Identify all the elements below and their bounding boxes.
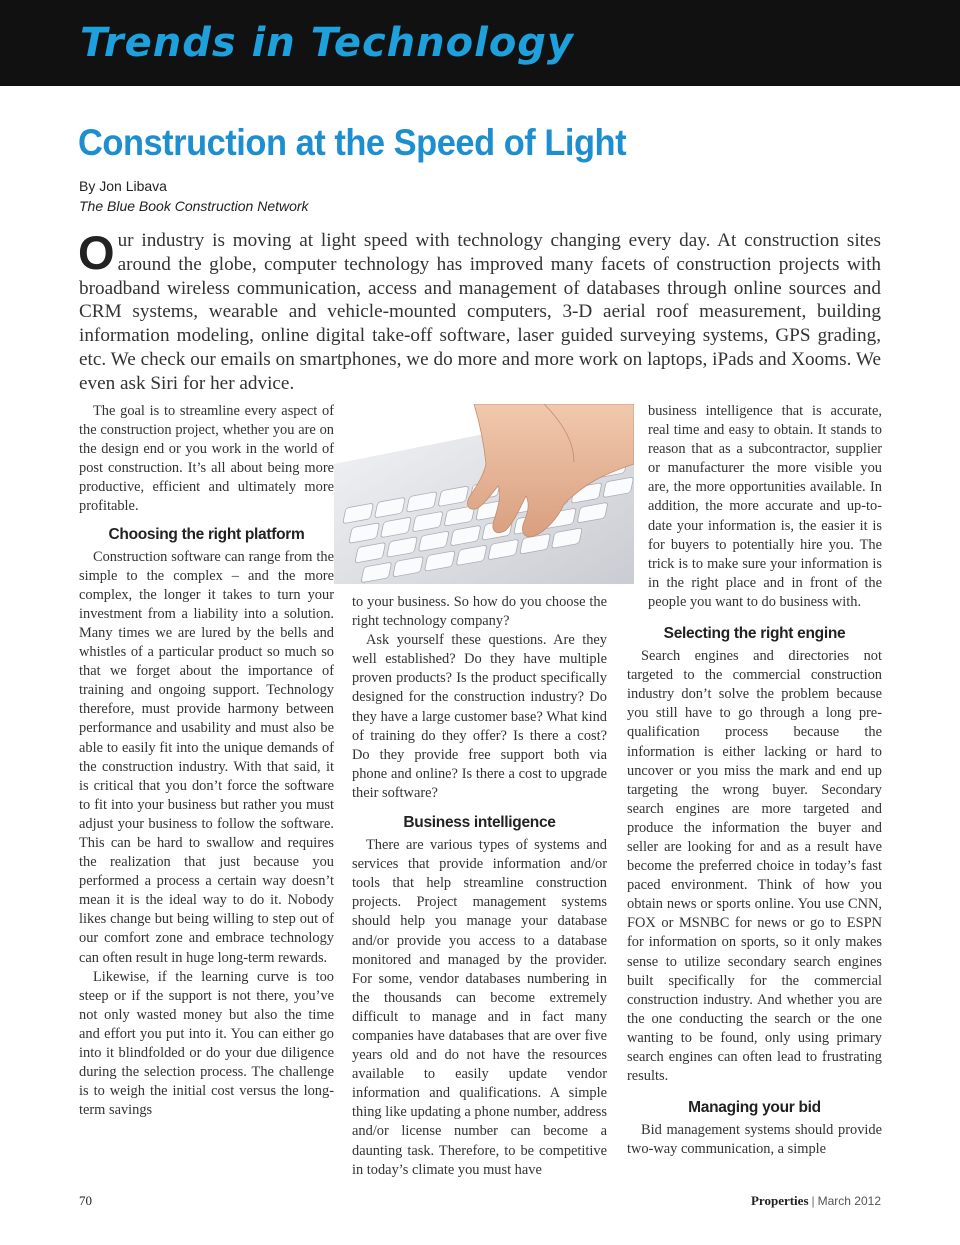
section-title: Trends in Technology [80, 20, 575, 66]
subhead-selecting-engine: Selecting the right engine [663, 625, 846, 643]
subhead-choosing-platform: Choosing the right platform [108, 525, 305, 543]
keyboard-illustration [334, 404, 634, 584]
article-title: Construction at the Speed of Light [78, 122, 627, 163]
drop-cap: O [78, 226, 115, 279]
keyboard-typing-photo [334, 404, 634, 584]
article-lead-paragraph [78, 226, 881, 396]
subhead-business-intelligence: Business intelligence [403, 814, 556, 832]
column-1-paragraph-1: The goal is to streamline every aspect of the construction project, whether you are on the design end or you work in the world of post construction. It’s all about being more productive, efficient and ultimately more profitable. [79, 403, 334, 515]
article-source: The Blue Book Construction Network [79, 198, 309, 214]
issue-date: March 2012 [817, 1194, 881, 1208]
section-banner [0, 0, 960, 86]
column-1-paragraph-2: Construction software can range from the simple to the complex – and the more complex, the longer it takes to turn your investment from a liability into a solution. Many times we are lured by the bells and whistles of a particular product so much so that we forget about the importance of training and ongoing support. Technology therefore, must provide harmony between performance and usability and must also be able to easily fit into the unique demands of the construction industry. With that said, it is critical that you don’t force the software to fit into your business but rather you must adjust your business to follow the software. This can be hard to swallow and requires the realization that just because you performed a process a certain way doesn’t mean it is the ideal way to do it. Nobody likes change but being willing to step out of our comfort zone and embrace technology can often result in huge long-term rewards. [79, 548, 334, 966]
subhead-managing-bid: Managing your bid [688, 1099, 821, 1117]
article-byline: By Jon Libava [79, 178, 167, 194]
footer-separator: | [808, 1193, 818, 1208]
article-column-1 [79, 402, 334, 1120]
page-number: 70 [79, 1193, 92, 1208]
column-2-paragraph-1: to your business. So how do you choose the right technology company? [352, 594, 607, 630]
column-3-paragraph-2: Search engines and directories not targeted to the commercial construction industry don’t solve the problem because you still have to go through a long pre-qualification process because the information is either lacking or hard to uncover or you miss the mark and end up targeting the wrong buyer. Secondary search engines are more targeted and produce the information the buyer and seller are looking for and as a result have become the preferred choice in today’s fast paced environment. Think of how you obtain news or sports online. You use CNN, FOX or MSNBC for news or go to ESPN for information on sports, so it only makes sense to utilize secondary search engines built specifically for the commercial construction industry. And whether you are the one conducting the search or the one wanting to be found, only using primary search engines can often lead to frustrating results. [627, 648, 882, 1085]
article-column-3 [627, 402, 882, 1159]
footer-publication [751, 1193, 881, 1209]
lead-text: ur industry is moving at light speed with technology changing every day. At construction sites around the globe, computer technology has improved many facets of construction projects with broadband wireless communication, access and management of databases through online sources and CRM systems, wearable and vehicle-mounted computers, 3-D aerial roof measurement, building information modeling, online digital take-off software, laser guided surveying systems, GPS grading, etc. We check our emails on smartphones, we do more and more work on laptops, iPads and Xooms. We even ask Siri for her advice. [79, 230, 881, 394]
column-3-paragraph-3: Bid management systems should provide two-way communication, a simple [627, 1122, 882, 1158]
column-2-paragraph-2: Ask yourself these questions. Are they well established? Do they have multiple proven products? Is the product specifically designed for the construction industry? Do they have a large customer base? What kind of training do they offer? Is there a cost? Do they provide free support both via phone and online? Is there a cost to upgrade their software? [352, 632, 607, 801]
article-column-2 [352, 593, 607, 1180]
column-3-paragraph-1: business intelligence that is accurate, real time and easy to obtain. It stands to reason that as a subcontractor, supplier or manufacturer the more visible you are, the more opportunities available. In addition, the more accurate and up-to-date your information is, the easier it is for buyers to potentially hire you. The trick is to make sure your information is in the right place and in front of the people you want to do business with. [648, 403, 882, 610]
column-2-paragraph-3: There are various types of systems and services that provide information and/or tools that help streamline construction projects. Project management systems should help you manage your database and/or provide you access to a database monitored and managed by the provider. For some, vendor databases numbering in the thousands can become extremely difficult to manage and in fact many companies have databases that are over five years old and do not have the resources available to easily update vendor information and qualifications. A simple thing like updating a phone number, address and/or license number can become a daunting task. Therefore, to be competitive in today’s climate you must have [352, 837, 607, 1178]
column-1-paragraph-3: Likewise, if the learning curve is too steep or if the support is not there, you’ve not only wasted money but also the time and effort you put into it. You can either go into it blindfolded or do your due diligence during the selection process. The challenge is to weigh the initial cost versus the long-term savings [79, 968, 334, 1119]
publication-name: Properties [750, 1193, 809, 1208]
